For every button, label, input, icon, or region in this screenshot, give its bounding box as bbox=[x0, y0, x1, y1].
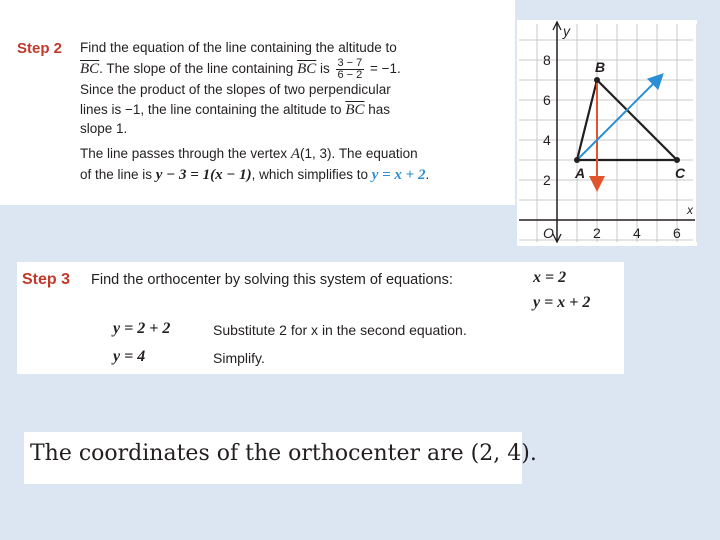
x-tick-label: 6 bbox=[673, 225, 681, 241]
point-a-label: A bbox=[575, 165, 586, 181]
y-tick-label: 4 bbox=[543, 132, 551, 148]
step2-line6 bbox=[80, 144, 418, 164]
vertex-b bbox=[594, 77, 600, 83]
simplified-y-eq bbox=[113, 348, 145, 366]
step2-label: Step 2 bbox=[17, 40, 63, 57]
step2-line4-text-a: lines is −1, the line containing the altitude to bbox=[80, 102, 346, 117]
system-eq-2-text: y = x + 2 bbox=[533, 294, 591, 311]
step2-line2-text-b: is bbox=[316, 61, 334, 77]
vertex-a-ref: A bbox=[290, 146, 301, 162]
origin-label: O bbox=[543, 225, 554, 241]
slope-fraction bbox=[336, 58, 365, 81]
fraction-denominator: 6 − 2 bbox=[337, 69, 363, 81]
step3-label: Step 3 bbox=[22, 271, 71, 288]
triangle-and-altitudes bbox=[574, 76, 680, 188]
system-eq-1 bbox=[533, 269, 566, 287]
segment-bc-3: $\overline{BC}$ bbox=[345, 102, 365, 118]
step2-line2-text-c: = −1. bbox=[366, 61, 401, 77]
step2-line2-text-a: . The slope of the line containing bbox=[99, 61, 298, 77]
x-tick-label: 4 bbox=[633, 225, 641, 241]
y-tick-label: 8 bbox=[543, 52, 551, 68]
vertex-c bbox=[674, 157, 680, 163]
simplified-equation: y = x + 2 bbox=[371, 167, 426, 183]
step2-line4 bbox=[80, 100, 390, 120]
substitution-note: Substitute 2 for x in the second equation. bbox=[213, 322, 467, 338]
substitution-eq bbox=[113, 320, 170, 338]
simplify-note: Simplify. bbox=[213, 350, 265, 366]
step3-intro: Find the orthocenter by solving this system of equations: bbox=[91, 272, 453, 288]
coordinate-graph bbox=[517, 20, 697, 246]
point-slope-equation: y − 3 = 1(x − 1) bbox=[155, 167, 252, 183]
system-eq-2 bbox=[533, 294, 590, 312]
point-c-label: C bbox=[675, 165, 686, 181]
step2-line7-text-a: of the line is bbox=[80, 167, 156, 182]
orthocenter-result: The coordinates of the orthocenter are (2, 4). bbox=[30, 441, 537, 466]
step2-line3: Since the product of the slopes of two perpendicular bbox=[80, 82, 391, 97]
segment-bc-2: $\overline{BC}$ bbox=[297, 61, 317, 78]
y-tick-label: 6 bbox=[543, 92, 551, 108]
simplified-y-eq-text: y = 4 bbox=[113, 348, 146, 365]
y-axis-label: y bbox=[563, 23, 570, 39]
substitution-eq-text: y = 2 + 2 bbox=[113, 320, 171, 337]
step2-line7-text-b: , which simplifies to bbox=[251, 167, 372, 182]
step2-line6-text-b: (1, 3). The equation bbox=[300, 146, 418, 161]
graph-svg bbox=[517, 20, 697, 246]
x-axis-label: x bbox=[687, 203, 693, 217]
step2-line5: slope 1. bbox=[80, 121, 128, 136]
step3-panel bbox=[17, 262, 624, 374]
step2-line1: Find the equation of the line containing the altitude to bbox=[80, 40, 397, 55]
point-b-label: B bbox=[595, 59, 606, 75]
result-panel bbox=[24, 432, 537, 484]
step2-line4-text-b: has bbox=[364, 102, 391, 117]
segment-bc: $\overline{BC}$ bbox=[80, 61, 100, 78]
step2-line7-text-c: . bbox=[425, 167, 430, 182]
vertex-a bbox=[574, 157, 580, 163]
y-tick-label: 2 bbox=[543, 172, 551, 188]
x-tick-label: 2 bbox=[593, 225, 601, 241]
step2-line6-text-a: The line passes through the vertex bbox=[80, 146, 291, 161]
fraction-numerator: 3 − 7 bbox=[337, 57, 363, 69]
tick-labels bbox=[543, 23, 694, 241]
system-eq-1-text: x = 2 bbox=[533, 269, 567, 286]
step2-panel bbox=[0, 0, 515, 205]
step2-line2 bbox=[80, 58, 401, 81]
step2-line7 bbox=[80, 165, 429, 185]
altitude-to-bc bbox=[577, 76, 661, 160]
